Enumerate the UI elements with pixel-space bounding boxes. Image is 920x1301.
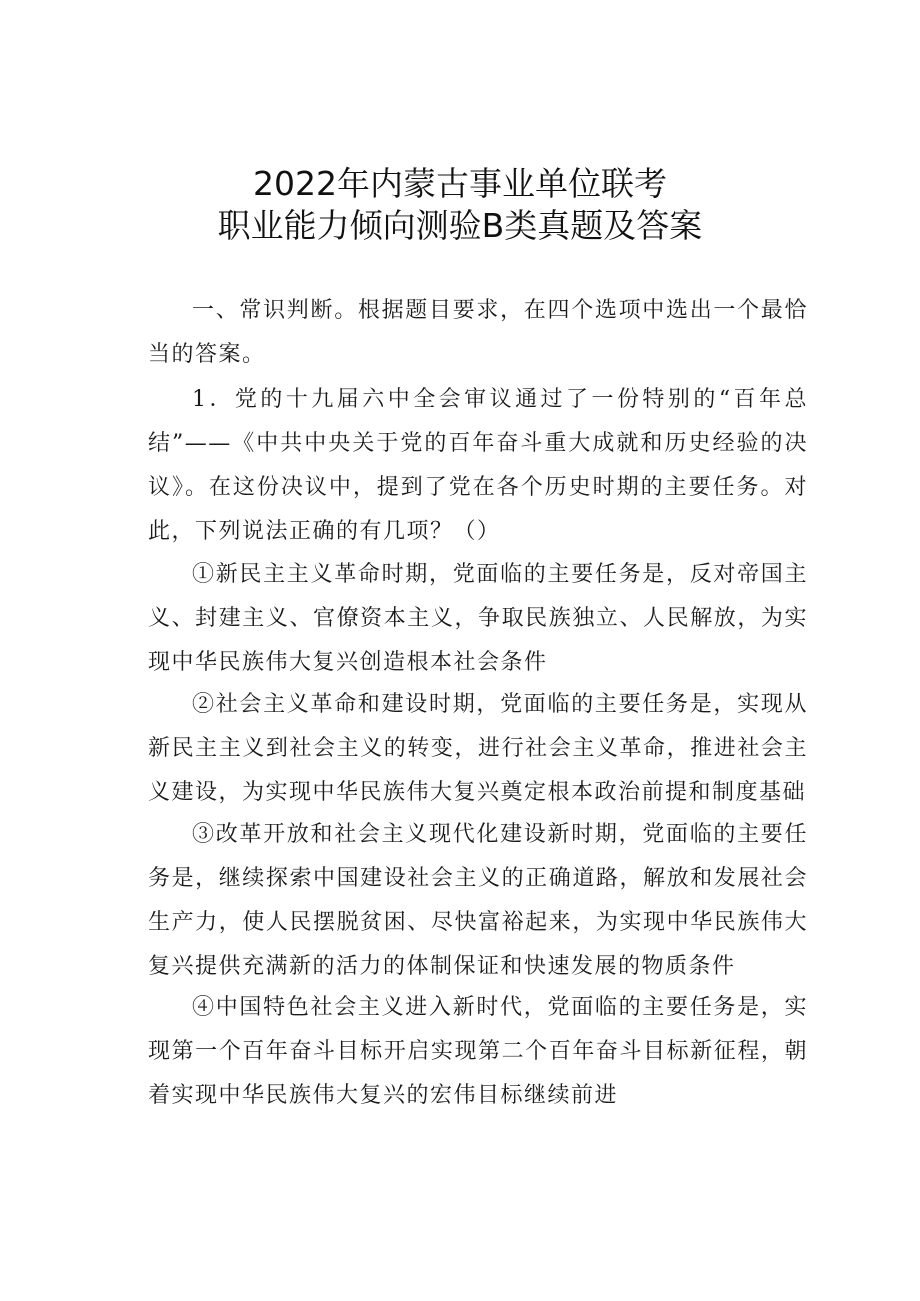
question-1-option-3: ③改革开放和社会主义现代化建设新时期，党面临的主要任务是，继续探索中国建设社会主义的正确道路，解放和发展社会生产力，使人民摆脱贫困、尽快富裕起来，为实现中华民族伟大复兴提供充满新的活力的体制保证和快速发展的物质条件: [148, 822, 808, 979]
document-title-line1: 2022年内蒙古事业单位联考: [253, 164, 667, 203]
document-title-line2: 职业能力倾向测验B类真题及答案: [217, 206, 703, 245]
question-1-option-4: ④中国特色社会主义进入新时代，党面临的主要任务是，实现第一个百年奋斗目标开启实现第二个百年奋斗目标新征程，朝着实现中华民族伟大复兴的宏伟目标继续前进: [148, 995, 808, 1108]
section-intro: 一、常识判断。根据题目要求，在四个选项中选出一个最恰当的答案。: [148, 298, 808, 367]
question-1-stem: 1．党的十九届六中全会审议通过了一份特别的“百年总结”——《中共中央关于党的百年奋斗重大成就和历史经验的决议》。在这份决议中，提到了党在各个历史时期的主要任务。对此，下列说法正确的有几项？（）: [148, 387, 808, 544]
question-1-option-1: ①新民主主义革命时期，党面临的主要任务是，反对帝国主义、封建主义、官僚资本主义，争取民族独立、人民解放，为实现中华民族伟大复兴创造根本社会条件: [148, 562, 808, 675]
question-1-option-2: ②社会主义革命和建设时期，党面临的主要任务是，实现从新民主主义到社会主义的转变，进行社会主义革命，推进社会主义建设，为实现中华民族伟大复兴奠定根本政治前提和制度基础: [148, 692, 808, 805]
